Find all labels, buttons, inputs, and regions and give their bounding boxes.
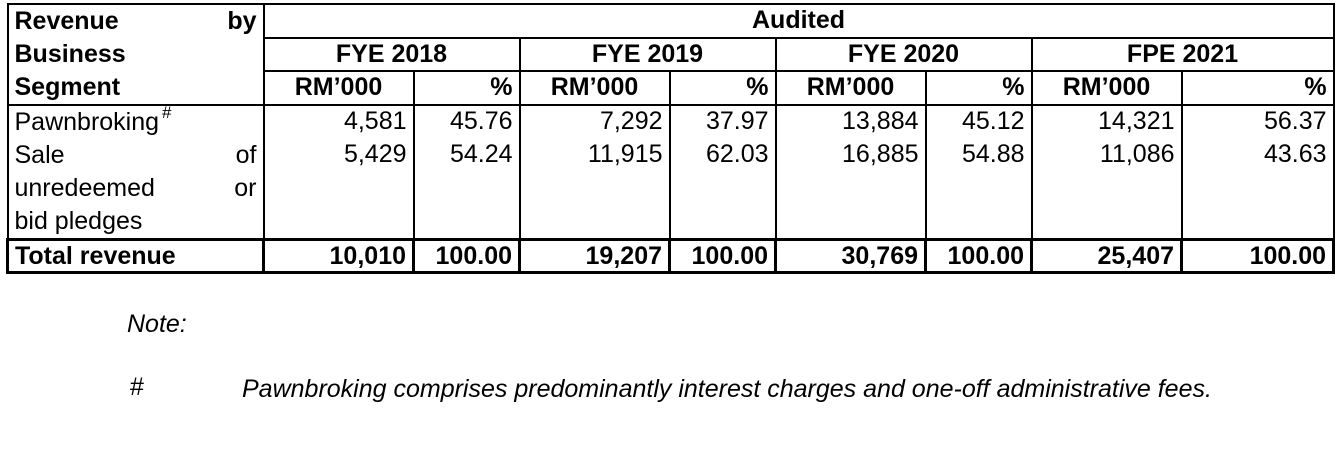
value-cell: 45.76 <box>414 105 520 139</box>
pct-header: % <box>670 71 776 105</box>
period-header-fye2019: FYE 2019 <box>520 38 776 72</box>
period-header-fye2018: FYE 2018 <box>264 38 520 72</box>
unit-header: RM’000 <box>520 71 670 105</box>
table-row <box>8 139 1334 240</box>
row-label-text: Pawnbroking <box>14 108 160 136</box>
footnote-text: Pawnbroking comprises predominantly interest charges and one-off administrative fees. <box>242 375 1212 403</box>
footnote-mark: # <box>130 373 144 401</box>
total-value-cell: 100.00 <box>926 240 1032 273</box>
footnote-ref-mark: # <box>162 105 172 122</box>
row-label-text: or <box>234 174 257 202</box>
row-label-text: unredeemed <box>14 174 155 202</box>
table-row <box>8 105 1334 139</box>
period-header-fpe2021: FPE 2021 <box>1032 38 1334 72</box>
total-value-cell: 25,407 <box>1032 240 1182 273</box>
segment-header-word-3: Business <box>14 40 126 68</box>
segment-header-word-1: Revenue <box>14 7 119 35</box>
pct-header: % <box>926 71 1032 105</box>
total-value-cell: 100.00 <box>1182 240 1334 273</box>
total-value-cell: 30,769 <box>776 240 926 273</box>
value-cell: 43.63 <box>1182 139 1334 240</box>
total-value-cell: 100.00 <box>414 240 520 273</box>
value-cell: 4,581 <box>264 105 414 139</box>
value-cell: 45.12 <box>926 105 1032 139</box>
value-cell: 37.97 <box>670 105 776 139</box>
segment-header <box>8 4 264 105</box>
segment-header-word-4: Segment <box>14 73 121 101</box>
row-label-sale-unredeemed <box>8 139 264 240</box>
value-cell: 62.03 <box>670 139 776 240</box>
value-cell: 54.24 <box>414 139 520 240</box>
value-cell: 54.88 <box>926 139 1032 240</box>
value-cell: 13,884 <box>776 105 926 139</box>
audited-header: Audited <box>264 4 1334 38</box>
total-label: Total revenue <box>8 240 264 273</box>
value-cell: 7,292 <box>520 105 670 139</box>
revenue-by-segment-table <box>6 3 1335 274</box>
row-label-text: bid pledges <box>14 207 143 235</box>
value-cell: 56.37 <box>1182 105 1334 139</box>
note-label: Note: <box>127 310 187 338</box>
value-cell: 5,429 <box>264 139 414 240</box>
total-row <box>8 240 1334 273</box>
pct-header: % <box>1182 71 1334 105</box>
total-value-cell: 19,207 <box>520 240 670 273</box>
row-label-text: Sale <box>14 141 65 169</box>
row-label-pawnbroking <box>8 105 264 139</box>
total-value-cell: 10,010 <box>264 240 414 273</box>
segment-header-word-2: by <box>227 7 257 35</box>
total-value-cell: 100.00 <box>670 240 776 273</box>
unit-header: RM’000 <box>1032 71 1182 105</box>
unit-header: RM’000 <box>776 71 926 105</box>
value-cell: 11,086 <box>1032 139 1182 240</box>
value-cell: 14,321 <box>1032 105 1182 139</box>
value-cell: 16,885 <box>776 139 926 240</box>
period-header-fye2020: FYE 2020 <box>776 38 1032 72</box>
pct-header: % <box>414 71 520 105</box>
unit-header: RM’000 <box>264 71 414 105</box>
value-cell: 11,915 <box>520 139 670 240</box>
row-label-text: of <box>235 141 257 169</box>
